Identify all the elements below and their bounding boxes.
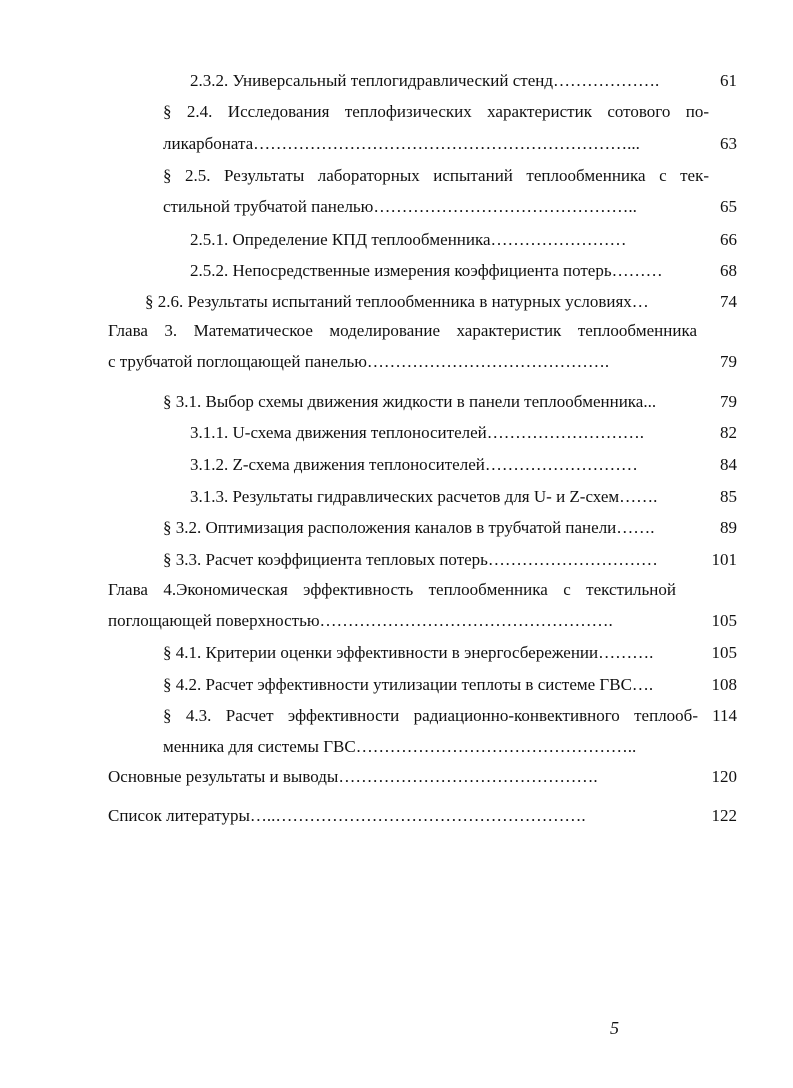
- toc-entry-2-5-2: 2.5.2. Непосредственные измерения коэффициента потерь………: [190, 261, 663, 280]
- toc-entry-3-1-2: 3.1.2. Z-схема движения теплоносителей………………………: [190, 455, 638, 474]
- toc-entry-conclusions: Основные результаты и выводы……………………………………….: [108, 767, 598, 786]
- toc-entry-4-1: § 4.1. Критерии оценки эффективности в энергосбережении……….: [163, 643, 654, 662]
- toc-page-2-5-2: 68: [720, 261, 737, 280]
- toc-page-2-5: 65: [720, 197, 737, 216]
- toc-entry-2-5-1: 2.5.1. Определение КПД теплообменника……………………: [190, 230, 627, 249]
- toc-entry-4-2: § 4.2. Расчет эффективности утилизации теплоты в системе ГВС….: [163, 675, 654, 694]
- toc-page-2-4: 63: [720, 134, 737, 153]
- toc-entry-3-1: § 3.1. Выбор схемы движения жидкости в панели теплообменника...: [163, 392, 657, 411]
- toc-page-4-2: 108: [711, 675, 737, 694]
- toc-entry-3-3: § 3.3. Расчет коэффициента тепловых потерь…………………………: [163, 550, 658, 569]
- toc-entry-4-3-line1: § 4.3. Расчет эффективности радиационно-конвективного теплооб-: [163, 706, 698, 725]
- toc-page-references: 122: [711, 806, 737, 825]
- toc-page-4-3: 114: [712, 706, 737, 725]
- toc-page-conclusions: 120: [711, 767, 737, 786]
- toc-page-3-1: 79: [720, 392, 737, 411]
- toc-page-2-3-2: 61: [720, 71, 737, 90]
- toc-entry-3-2: § 3.2. Оптимизация расположения каналов в трубчатой панели…….: [163, 518, 655, 537]
- toc-page-3-2: 89: [720, 518, 737, 537]
- toc-page-3-1-3: 85: [720, 487, 737, 506]
- toc-page-2-5-1: 66: [720, 230, 737, 249]
- toc-page-2-6: 74: [720, 292, 737, 311]
- toc-page-3-1-1: 82: [720, 423, 737, 442]
- toc-entry-4-3-line2: менника для системы ГВС…………………………………………..: [163, 737, 637, 756]
- toc-page-3-3: 101: [711, 550, 737, 569]
- toc-entry-2-3-2: 2.3.2. Универсальный теплогидравлический стенд……………….: [190, 71, 660, 90]
- toc-entry-2-6: § 2.6. Результаты испытаний теплообменника в натурных условиях…: [145, 292, 649, 311]
- toc-entry-references: Список литературы…..……………………………………………….: [108, 806, 586, 825]
- toc-entry-2-5-line2: стильной трубчатой панелью………………………………………..: [163, 197, 637, 216]
- toc-entry-chapter-3-line2: с трубчатой поглощающей панелью…………………………………….: [108, 352, 610, 371]
- toc-entry-chapter-4-line2: поглощающей поверхностью…………………………………………….: [108, 611, 613, 630]
- handwritten-page-number: 5: [610, 1018, 619, 1038]
- toc-entry-3-1-3: 3.1.3. Результаты гидравлических расчетов для U- и Z-схем…….: [190, 487, 658, 506]
- toc-entry-3-1-1: 3.1.1. U-схема движения теплоносителей……………………….: [190, 423, 644, 442]
- toc-entry-chapter-3-line1: Глава 3. Математическое моделирование характеристик теплообменника: [108, 321, 697, 340]
- toc-entry-2-4-line1: § 2.4. Исследования теплофизических характеристик сотового по-: [163, 102, 709, 121]
- toc-entry-2-4-line2: ликарбоната…………………………………………………………...: [163, 134, 640, 153]
- toc-entry-2-5-line1: § 2.5. Результаты лабораторных испытаний теплообменника с тек-: [163, 166, 709, 185]
- toc-entry-chapter-4-line1: Глава 4.Экономическая эффективность теплообменника с текстильной: [108, 580, 676, 599]
- toc-page-4-1: 105: [711, 643, 737, 662]
- toc-page-3-1-2: 84: [720, 455, 737, 474]
- toc-page-chapter-3: 79: [720, 352, 737, 371]
- toc-page-chapter-4: 105: [711, 611, 737, 630]
